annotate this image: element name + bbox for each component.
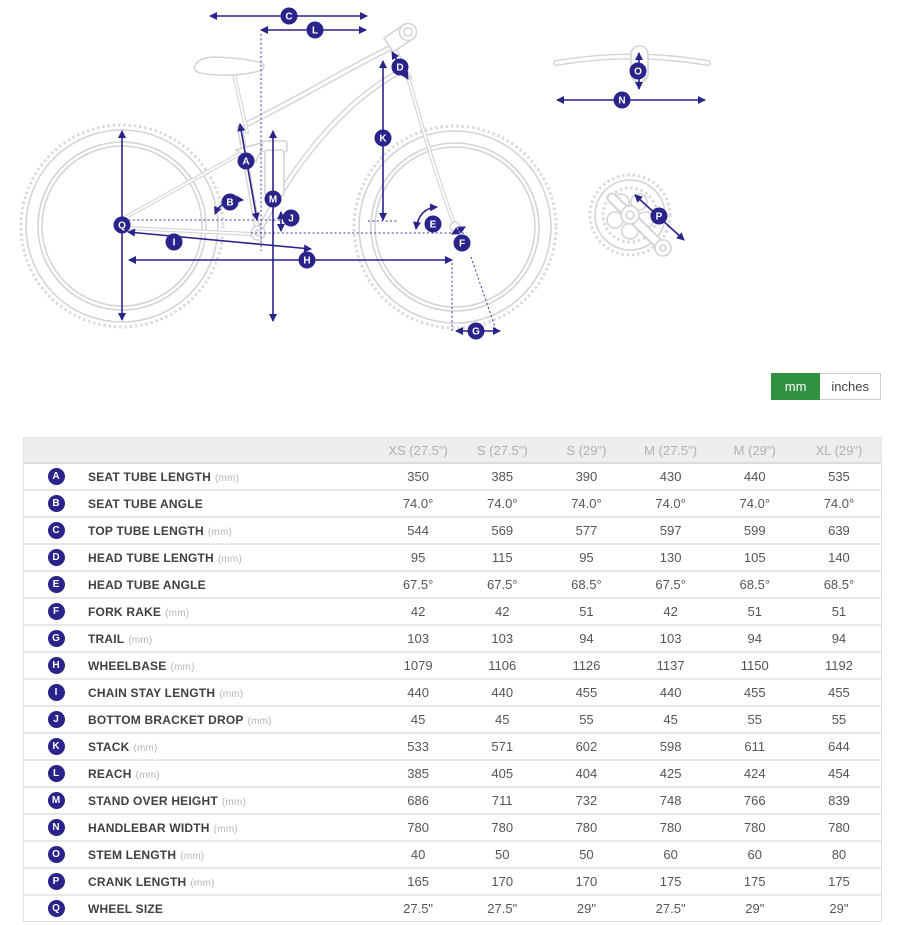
geometry-table-body bbox=[24, 464, 881, 921]
row-value: 780 bbox=[659, 820, 682, 835]
row-value: 45 bbox=[663, 712, 678, 727]
column-header: S (27.5") bbox=[476, 442, 528, 458]
row-label-cell bbox=[88, 713, 376, 727]
row-value: 1126 bbox=[572, 658, 601, 673]
row-label: TOP TUBE LENGTH bbox=[88, 523, 204, 538]
row-badge-cell bbox=[24, 765, 88, 782]
row-value: 430 bbox=[659, 469, 682, 484]
diagram-badge-h bbox=[299, 252, 316, 269]
unit-toggle-mm-button[interactable]: mm bbox=[771, 373, 821, 400]
row-value: 385 bbox=[407, 766, 429, 781]
row-label-cell bbox=[88, 767, 376, 781]
row-value: 175 bbox=[743, 874, 766, 889]
row-value: 390 bbox=[575, 469, 598, 484]
row-value: 440 bbox=[743, 469, 766, 484]
column-header: S (29") bbox=[566, 442, 607, 458]
row-label: TRAIL bbox=[88, 631, 125, 646]
table-row bbox=[24, 896, 881, 921]
row-value: 1192 bbox=[824, 658, 853, 673]
row-value: 780 bbox=[575, 820, 598, 835]
svg-text:B: B bbox=[226, 197, 234, 209]
row-value: 175 bbox=[659, 874, 682, 889]
svg-text:F: F bbox=[458, 238, 466, 250]
row-value: 405 bbox=[491, 766, 514, 781]
row-letter-badge: N bbox=[48, 819, 65, 836]
row-label: FORK RAKE bbox=[88, 604, 162, 619]
row-value: 103 bbox=[407, 631, 429, 646]
row-value: 29" bbox=[829, 901, 849, 916]
row-value: 1137 bbox=[656, 658, 685, 673]
svg-text:A: A bbox=[242, 156, 250, 168]
row-value: 29" bbox=[576, 901, 596, 916]
svg-text:I: I bbox=[172, 237, 176, 249]
row-value: 1079 bbox=[403, 658, 433, 673]
row-value: 385 bbox=[491, 469, 514, 484]
row-value: 103 bbox=[491, 631, 514, 646]
row-value: 40 bbox=[410, 847, 426, 862]
row-value: 74.0° bbox=[402, 496, 434, 511]
row-value: 55 bbox=[579, 712, 594, 727]
diagram-badge-o bbox=[630, 63, 647, 80]
row-value: 780 bbox=[743, 820, 766, 835]
row-label-cell bbox=[88, 659, 376, 673]
row-value: 68.5° bbox=[823, 577, 855, 592]
row-label-cell bbox=[88, 605, 376, 619]
row-label: WHEEL SIZE bbox=[88, 901, 164, 916]
row-label-cell bbox=[88, 551, 376, 565]
table-row bbox=[24, 572, 881, 599]
row-label: STAND OVER HEIGHT bbox=[88, 793, 218, 808]
row-label-cell bbox=[88, 875, 376, 889]
row-unit: (mm) bbox=[135, 769, 160, 781]
row-badge-cell bbox=[24, 900, 88, 917]
row-label: SEAT TUBE ANGLE bbox=[88, 496, 204, 511]
table-row bbox=[24, 464, 881, 491]
svg-text:O: O bbox=[634, 66, 642, 78]
row-badge-cell bbox=[24, 630, 88, 647]
svg-text:L: L bbox=[311, 25, 319, 37]
diagram-badge-f bbox=[454, 235, 471, 252]
table-row bbox=[24, 761, 881, 788]
row-value: 455 bbox=[575, 685, 598, 700]
row-badge-cell bbox=[24, 684, 88, 701]
svg-text:H: H bbox=[303, 255, 311, 267]
row-value: 424 bbox=[743, 766, 766, 781]
row-value: 67.5° bbox=[487, 577, 518, 592]
row-unit: (mm) bbox=[128, 634, 153, 646]
row-label-cell bbox=[88, 740, 376, 754]
row-letter-badge: O bbox=[48, 846, 65, 863]
row-value: 50 bbox=[495, 847, 510, 862]
row-value: 51 bbox=[747, 604, 762, 619]
diagram-badge-i bbox=[166, 234, 183, 251]
table-row bbox=[24, 842, 881, 869]
diagram-badge-b bbox=[222, 194, 239, 211]
arrow-seat-tube-length bbox=[240, 124, 257, 220]
pedal-axle bbox=[655, 240, 671, 256]
row-letter-badge: F bbox=[48, 603, 65, 620]
row-label-cell bbox=[88, 794, 376, 808]
row-letter-badge: E bbox=[48, 576, 65, 593]
diagram-badge-l bbox=[307, 22, 324, 39]
row-letter-badge: A bbox=[48, 468, 65, 485]
row-value: 94 bbox=[579, 631, 594, 646]
row-letter-badge: D bbox=[48, 549, 65, 566]
row-unit: (mm) bbox=[180, 850, 205, 862]
row-value: 569 bbox=[491, 523, 514, 538]
row-value: 440 bbox=[407, 685, 429, 700]
row-value: 130 bbox=[659, 550, 682, 565]
table-row bbox=[24, 599, 881, 626]
row-value: 639 bbox=[828, 523, 850, 538]
row-unit: (mm) bbox=[165, 607, 190, 619]
row-value: 115 bbox=[491, 550, 513, 565]
row-value: 711 bbox=[491, 793, 513, 808]
row-value: 42 bbox=[663, 604, 678, 619]
svg-text:E: E bbox=[429, 219, 437, 231]
unit-toggle bbox=[771, 373, 881, 400]
row-badge-cell bbox=[24, 846, 88, 863]
diagram-badge-j bbox=[283, 210, 300, 227]
row-value: 780 bbox=[491, 820, 514, 835]
row-unit: (mm) bbox=[170, 661, 195, 673]
diagram-badge-q bbox=[114, 217, 131, 234]
diagram-badge-e bbox=[425, 216, 442, 233]
row-badge-cell bbox=[24, 603, 88, 620]
row-value: 74.0° bbox=[739, 496, 771, 511]
row-value: 51 bbox=[831, 604, 847, 619]
row-value: 780 bbox=[828, 820, 850, 835]
row-value: 60 bbox=[663, 847, 678, 862]
row-value: 105 bbox=[743, 550, 766, 565]
row-unit: (mm) bbox=[190, 877, 215, 889]
row-unit: (mm) bbox=[207, 526, 233, 538]
row-label: BOTTOM BRACKET DROP bbox=[88, 712, 244, 727]
row-unit: (mm) bbox=[133, 742, 158, 754]
row-label-cell bbox=[88, 902, 376, 916]
row-value: 60 bbox=[747, 847, 762, 862]
row-value: 533 bbox=[407, 739, 429, 754]
row-value: 535 bbox=[828, 469, 850, 484]
row-value: 544 bbox=[407, 523, 429, 538]
row-value: 42 bbox=[410, 604, 426, 619]
row-badge-cell bbox=[24, 711, 88, 728]
row-value: 644 bbox=[828, 739, 850, 754]
row-label-cell bbox=[88, 821, 376, 835]
row-value: 350 bbox=[407, 469, 429, 484]
row-badge-cell bbox=[24, 549, 88, 566]
row-label: CRANK LENGTH bbox=[88, 874, 187, 889]
row-value: 839 bbox=[828, 793, 850, 808]
row-value: 571 bbox=[491, 739, 514, 754]
row-letter-badge: C bbox=[48, 522, 65, 539]
row-value: 27.5" bbox=[487, 901, 518, 916]
row-value: 175 bbox=[828, 874, 850, 889]
arrow-chain-stay-length bbox=[128, 232, 311, 249]
row-badge-cell bbox=[24, 576, 88, 593]
row-value: 27.5" bbox=[403, 901, 434, 916]
row-value: 404 bbox=[575, 766, 598, 781]
row-letter-badge: H bbox=[48, 657, 65, 674]
row-badge-cell bbox=[24, 522, 88, 539]
column-header: XL (29") bbox=[815, 442, 863, 458]
geometry-table-header bbox=[24, 438, 881, 464]
table-row bbox=[24, 707, 881, 734]
handlebar-illustration bbox=[556, 46, 708, 83]
geometry-table bbox=[23, 437, 882, 922]
row-value: 68.5° bbox=[571, 577, 602, 592]
svg-text:Q: Q bbox=[118, 220, 126, 232]
table-row bbox=[24, 626, 881, 653]
row-label: SEAT TUBE LENGTH bbox=[88, 469, 211, 484]
frame bbox=[126, 24, 453, 241]
row-label-cell bbox=[88, 686, 376, 700]
row-value: 94 bbox=[831, 631, 847, 646]
row-letter-badge: I bbox=[48, 684, 65, 701]
svg-text:C: C bbox=[285, 11, 293, 23]
row-value: 74.0° bbox=[655, 496, 686, 511]
row-value: 95 bbox=[579, 550, 594, 565]
row-value: 29" bbox=[745, 901, 765, 916]
row-value: 55 bbox=[831, 712, 847, 727]
row-value: 766 bbox=[743, 793, 766, 808]
row-value: 455 bbox=[743, 685, 766, 700]
row-value: 686 bbox=[407, 793, 429, 808]
row-value: 42 bbox=[495, 604, 510, 619]
row-value: 455 bbox=[828, 685, 850, 700]
column-header: M (29") bbox=[733, 442, 776, 458]
row-value: 55 bbox=[747, 712, 762, 727]
row-letter-badge: Q bbox=[48, 900, 65, 917]
row-label-cell bbox=[88, 497, 376, 511]
svg-text:G: G bbox=[472, 326, 480, 338]
svg-text:D: D bbox=[396, 62, 404, 74]
row-value: 732 bbox=[575, 793, 598, 808]
row-unit: (mm) bbox=[221, 796, 246, 808]
row-letter-badge: B bbox=[48, 495, 65, 512]
row-label: CHAIN STAY LENGTH bbox=[88, 685, 216, 700]
diagram-badge-a bbox=[238, 153, 255, 170]
column-header: XS (27.5") bbox=[388, 442, 448, 458]
row-value: 74.0° bbox=[571, 496, 602, 511]
row-value: 599 bbox=[743, 523, 766, 538]
table-row bbox=[24, 491, 881, 518]
row-label-cell bbox=[88, 470, 376, 484]
row-unit: (mm) bbox=[214, 472, 240, 484]
row-value: 1106 bbox=[488, 658, 517, 673]
row-label-cell bbox=[88, 848, 376, 862]
row-value: 80 bbox=[831, 847, 847, 862]
row-label: REACH bbox=[88, 766, 132, 781]
bike-illustration bbox=[21, 24, 708, 329]
row-value: 577 bbox=[575, 523, 598, 538]
row-value: 440 bbox=[491, 685, 514, 700]
row-value: 67.5° bbox=[655, 577, 686, 592]
row-value: 602 bbox=[575, 739, 598, 754]
svg-text:K: K bbox=[379, 133, 387, 145]
diagram-badge-m bbox=[265, 191, 282, 208]
rear-shock bbox=[265, 150, 284, 196]
row-letter-badge: G bbox=[48, 630, 65, 647]
row-value: 454 bbox=[828, 766, 850, 781]
row-value: 95 bbox=[410, 550, 426, 565]
row-value: 598 bbox=[659, 739, 682, 754]
table-row bbox=[24, 653, 881, 680]
row-value: 45 bbox=[495, 712, 510, 727]
saddle bbox=[194, 57, 264, 75]
bottom-bracket bbox=[251, 226, 265, 240]
row-value: 780 bbox=[407, 820, 429, 835]
row-badge-cell bbox=[24, 873, 88, 890]
diagram-badge-k bbox=[375, 130, 392, 147]
row-label-cell bbox=[88, 524, 376, 538]
row-label-cell bbox=[88, 578, 376, 592]
row-value: 165 bbox=[407, 874, 429, 889]
table-row bbox=[24, 815, 881, 842]
row-value: 597 bbox=[659, 523, 682, 538]
table-row bbox=[24, 680, 881, 707]
row-unit: (mm) bbox=[217, 553, 242, 565]
row-value: 440 bbox=[659, 685, 682, 700]
row-badge-cell bbox=[24, 792, 88, 809]
diagram-badge-c bbox=[281, 8, 298, 25]
row-badge-cell bbox=[24, 468, 88, 485]
row-unit: (mm) bbox=[213, 823, 238, 835]
diagram-badge-p bbox=[651, 208, 668, 225]
row-letter-badge: M bbox=[48, 792, 65, 809]
row-value: 67.5° bbox=[402, 577, 434, 592]
front-wheel bbox=[354, 126, 556, 328]
row-label-cell bbox=[88, 632, 376, 646]
row-letter-badge: K bbox=[48, 738, 65, 755]
row-value: 94 bbox=[747, 631, 762, 646]
svg-text:N: N bbox=[618, 95, 626, 107]
row-unit: (mm) bbox=[247, 715, 272, 727]
row-label: HEAD TUBE ANGLE bbox=[88, 577, 206, 592]
row-letter-badge: J bbox=[48, 711, 65, 728]
bike-geometry-diagram bbox=[0, 0, 905, 430]
row-value: 68.5° bbox=[739, 577, 771, 592]
table-row bbox=[24, 518, 881, 545]
svg-text:M: M bbox=[268, 194, 278, 206]
table-row bbox=[24, 545, 881, 572]
row-unit: (mm) bbox=[219, 688, 244, 700]
row-badge-cell bbox=[24, 738, 88, 755]
row-value: 425 bbox=[659, 766, 682, 781]
row-value: 170 bbox=[491, 874, 514, 889]
row-badge-cell bbox=[24, 657, 88, 674]
row-value: 140 bbox=[828, 550, 850, 565]
column-header: M (27.5") bbox=[644, 442, 698, 458]
row-label: WHEELBASE bbox=[88, 658, 167, 673]
row-value: 748 bbox=[659, 793, 682, 808]
row-value: 27.5" bbox=[655, 901, 686, 916]
row-value: 74.0° bbox=[823, 496, 855, 511]
row-value: 170 bbox=[575, 874, 598, 889]
row-value: 50 bbox=[579, 847, 594, 862]
table-row bbox=[24, 734, 881, 761]
diagram-badge-d bbox=[392, 59, 409, 76]
row-value: 1150 bbox=[740, 658, 769, 673]
row-label: STACK bbox=[88, 739, 130, 754]
row-value: 45 bbox=[410, 712, 426, 727]
row-letter-badge: P bbox=[48, 873, 65, 890]
table-row bbox=[24, 788, 881, 815]
row-letter-badge: L bbox=[48, 765, 65, 782]
unit-toggle-inches-button[interactable]: inches bbox=[820, 373, 881, 400]
row-badge-cell bbox=[24, 819, 88, 836]
row-value: 103 bbox=[659, 631, 682, 646]
diagram-badge-g bbox=[468, 323, 485, 340]
svg-text:P: P bbox=[655, 211, 663, 223]
row-badge-cell bbox=[24, 495, 88, 512]
row-label: STEM LENGTH bbox=[88, 847, 177, 862]
row-label: HANDLEBAR WIDTH bbox=[88, 820, 210, 835]
row-value: 51 bbox=[579, 604, 594, 619]
table-row bbox=[24, 869, 881, 896]
row-value: 74.0° bbox=[487, 496, 518, 511]
svg-text:J: J bbox=[288, 213, 294, 225]
diagram-badge-n bbox=[614, 92, 631, 109]
row-label: HEAD TUBE LENGTH bbox=[88, 550, 214, 565]
row-value: 611 bbox=[744, 739, 766, 754]
